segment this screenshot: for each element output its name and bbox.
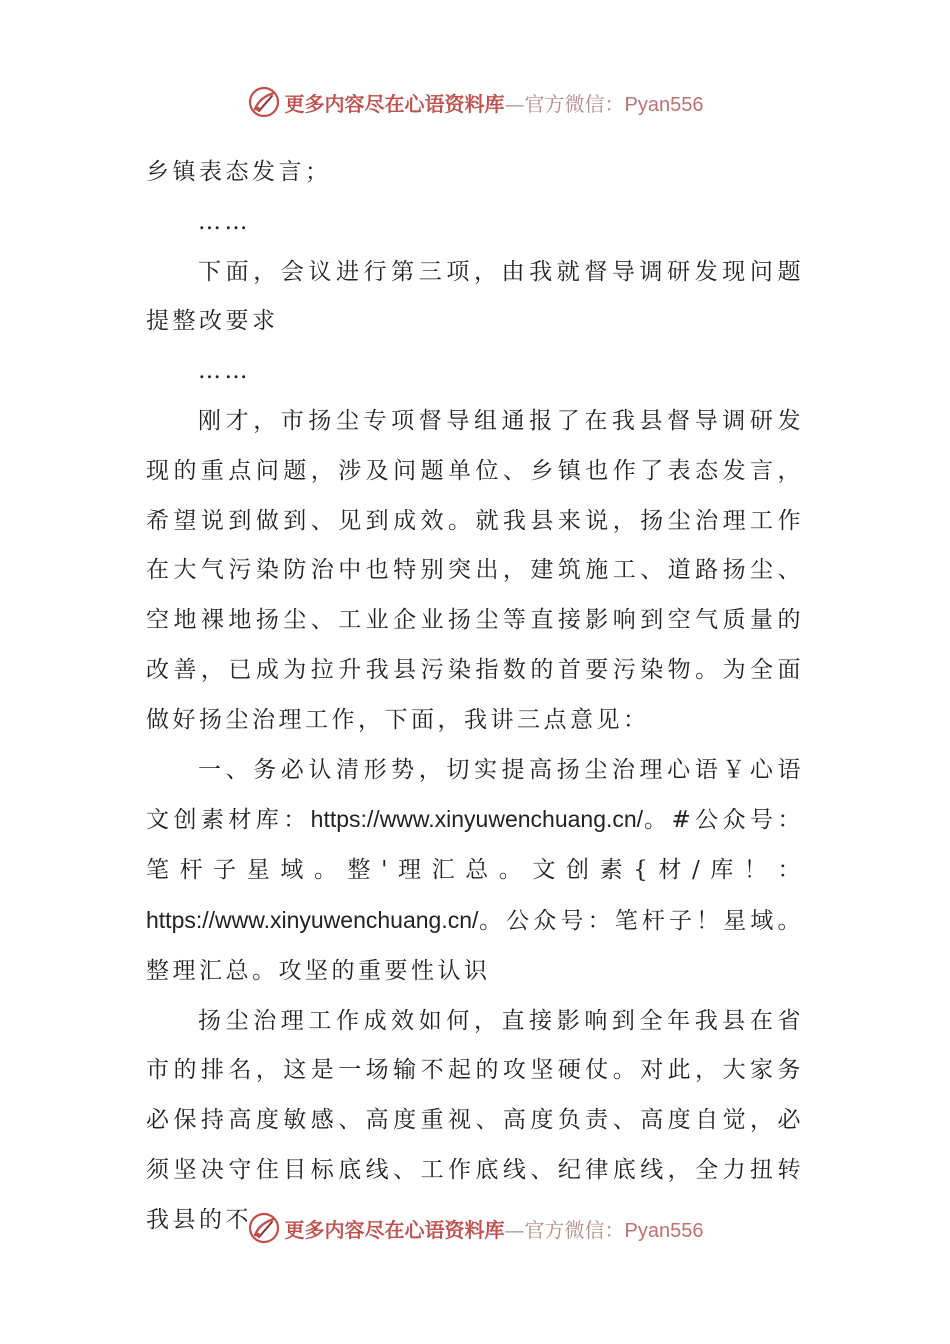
watermark-banner-bottom	[0, 1208, 950, 1248]
heading-text-2: 。#公众号：笔杆子星域。整'理汇总。文创素{材/库！：	[146, 807, 804, 884]
watermark-text	[285, 88, 704, 117]
pen-seal-icon	[247, 85, 281, 119]
watermark-wechat-id: Pyan556	[624, 93, 704, 116]
watermark-main: 更多内容尽在心语资料库	[284, 91, 505, 116]
paragraph: 刚才，市扬尘专项督导组通报了在我县督导调研发现的重点问题，涉及问题单位、乡镇也作了表态发言，希望说到做到、见到成效。就我县来说，扬尘治理工作在大气污染防治中也特别突出，建筑施工、道路扬尘、空地裸地扬尘、工业企业扬尘等直接影响到空气质量的改善，已成为拉升我县污染指数的首要污染物。为全面做好扬尘治理工作，下面，我讲三点意见：	[146, 407, 804, 733]
paragraph: 乡镇表态发言；	[146, 159, 332, 185]
paragraph: 下面，会议进行第三项，由我就督导调研发现问题提整改要求	[146, 258, 804, 335]
heading-text-3: 。公众号：笔杆子！星域。整理汇总。攻坚的重要性认识	[146, 907, 804, 984]
section-heading	[146, 746, 804, 997]
heading-text-1: 一、务必认清形势，切实提高扬尘治理心语￥心语文创素材库：	[146, 756, 804, 834]
ellipsis-line: ……	[198, 208, 251, 235]
pen-seal-icon	[247, 1211, 281, 1245]
heading-url-1: https://www.xinyuwenchuang.cn/	[310, 806, 644, 833]
paragraph: 扬尘治理工作成效如何，直接影响到全年我县在省市的排名，这是一场输不起的攻坚硬仗。对此，大家务必保持高度敏感、高度重视、高度负责、高度自觉，必须坚决守住目标底线、工作底线、纪律底线，全力扭转我县的不	[146, 1007, 804, 1233]
watermark-text	[285, 1214, 704, 1243]
watermark-contact-prefix: —官方微信：	[504, 1217, 625, 1242]
watermark-wechat-id: Pyan556	[624, 1219, 704, 1242]
document-body	[146, 148, 804, 1246]
watermark-banner-top	[0, 82, 950, 122]
watermark-contact-prefix: —官方微信：	[504, 91, 625, 116]
heading-url-2: https://www.xinyuwenchuang.cn/	[146, 906, 479, 933]
ellipsis-line: ……	[198, 358, 251, 385]
watermark-main: 更多内容尽在心语资料库	[284, 1217, 505, 1242]
